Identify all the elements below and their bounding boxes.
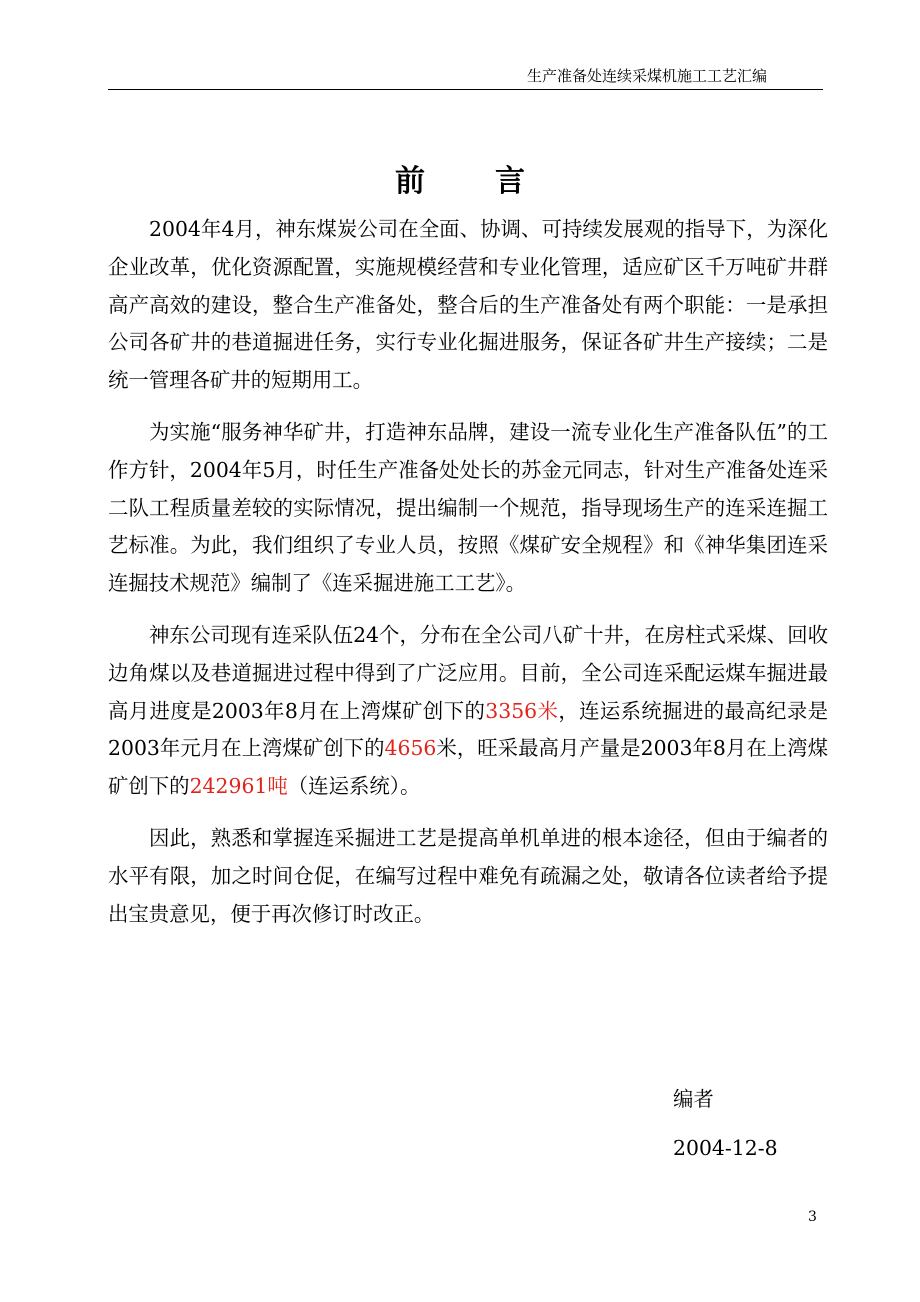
paragraph-3-part-b: ，连运系统掘进的最高纪录是2003年元月在上湾煤矿创下的 — [108, 698, 828, 761]
paragraph-3-part-a: 神东公司现有连采队伍24个，分布在全公司八矿十井，在房柱式采煤、回收边角煤以及巷道掘进过程中得到了广泛应用。目前，全公司连采配运煤车掘进最高月进度是2003年8月在上湾煤矿创下的 — [108, 622, 828, 723]
paragraph-3 — [108, 617, 828, 806]
paragraph-3-part-d: （连运系统）。 — [287, 774, 421, 799]
header-divider — [108, 89, 823, 90]
paragraph-4: 因此，熟悉和掌握连采掘进工艺是提高单机单进的根本途径，但由于编者的水平有限，加之时间仓促，在编写过程中难免有疏漏之处，敬请各位读者给予提出宝贵意见，便于再次修订时改正。 — [108, 825, 828, 926]
paragraph-2: 为实施“服务神华矿井，打造神东品牌，建设一流专业化生产准备队伍”的工作方针，2004年5月，时任生产准备处处长的苏金元同志，针对生产准备处连采二队工程质量差较的实际情况，提出编制一个规范，指导现场生产的连采连掘工艺标准。为此，我们组织了专业人员，按照《煤矿安全规程》和《神华集团连采连掘技术规范》编制了《连采掘进施工工艺》。 — [108, 419, 828, 596]
preface-body — [108, 211, 828, 947]
signature-editor: 编者 — [673, 1087, 714, 1111]
page-number: 3 — [808, 1209, 817, 1225]
paragraph-3-part-c: 米，旺采最高月产量是2003年8月在上湾煤矿创下的 — [108, 736, 828, 799]
record-output-highlight: 242961吨 — [189, 774, 288, 799]
signature-date: 2004-12-8 — [673, 1136, 778, 1160]
record-continuous-highlight: 4656 — [384, 736, 437, 761]
running-header: 生产准备处连续采煤机施工工艺汇编 — [526, 67, 767, 85]
record-advance-highlight: 3356米 — [485, 698, 559, 723]
paragraph-1: 2004年4月，神东煤炭公司在全面、协调、可持续发展观的指导下，为深化企业改革，优化资源配置，实施规模经营和专业化管理，适应矿区千万吨矿井群高产高效的建设，整合生产准备处，整合后的生产准备处有两个职能：一是承担公司各矿井的巷道掘进任务，实行专业化掘进服务，保证各矿井生产接续；二是统一管理各矿井的短期用工。 — [108, 217, 828, 393]
page-title: 前言 — [395, 164, 595, 199]
